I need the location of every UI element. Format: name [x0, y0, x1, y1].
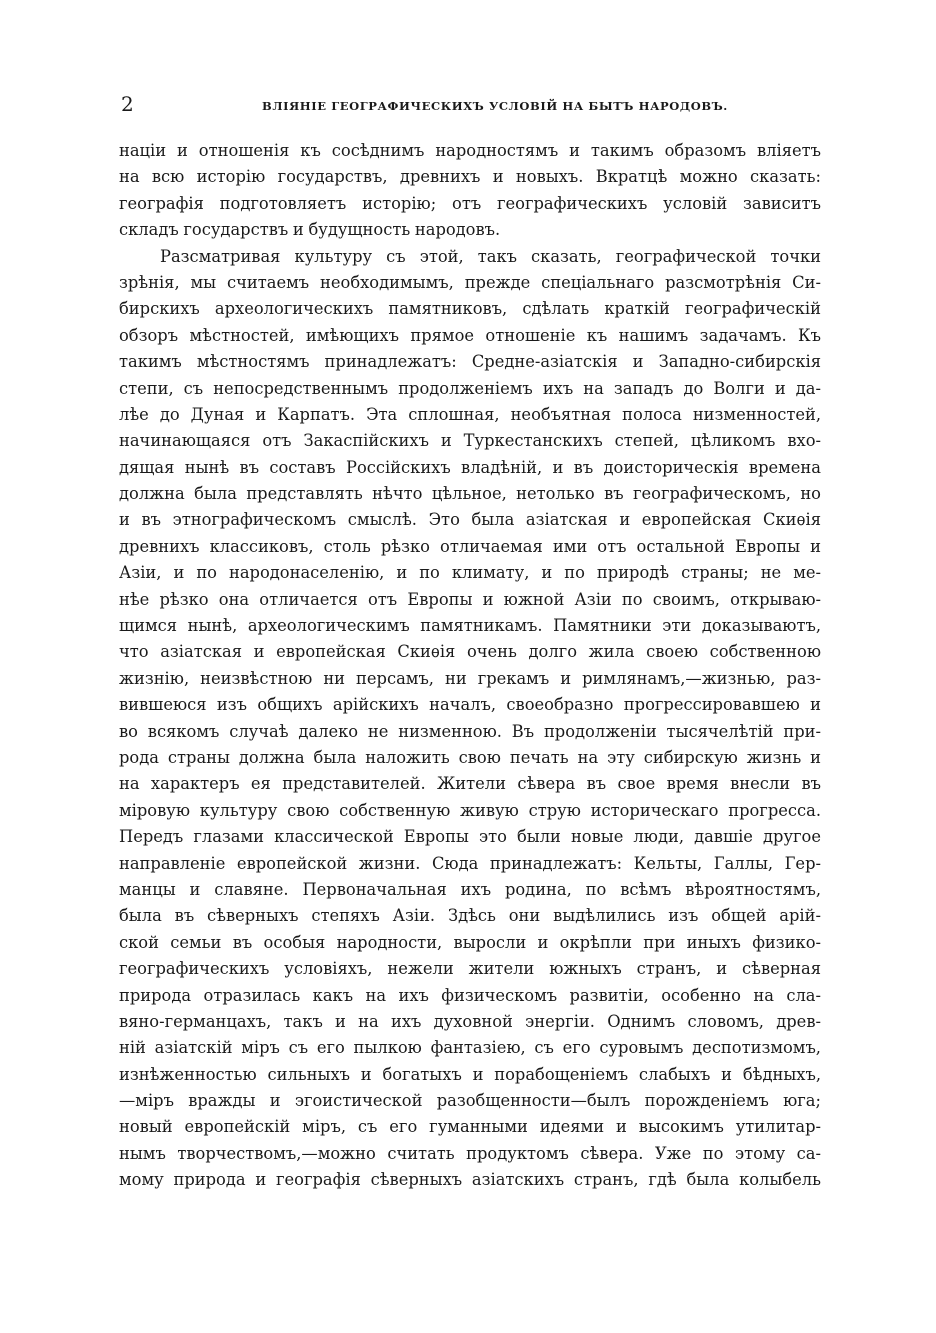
text-line: новый европейскій міръ, съ его гуманными идеями и высокимъ утилитар- — [119, 1117, 821, 1137]
text-line: вяно-германцахъ, такъ и на ихъ духовной энергіи. Однимъ словомъ, древ- — [119, 1011, 821, 1031]
text-line: что азіатская и европейская Скиѳія очень долго жила своею собственною — [119, 642, 821, 662]
text-line: начинающаяся отъ Закаспійскихъ и Туркестанскихъ степей, цѣликомъ вхо- — [119, 431, 821, 451]
text-line: щимся нынѣ, археологическимъ памятникамъ. Памятники эти доказываютъ, — [119, 616, 821, 636]
text-line: нымъ творчествомъ,—можно считать продуктомъ сѣвера. Уже по этому са- — [119, 1143, 821, 1163]
page-number: 2 — [121, 92, 134, 116]
text-line: рода страны должна была наложить свою печать на эту сибирскую жизнь и — [119, 747, 821, 767]
text-line: древнихъ классиковъ, столь рѣзко отличаемая ими отъ остальной Европы и — [119, 536, 821, 556]
text-line: жизнію, неизвѣстною ни персамъ, ни грекамъ и римлянамъ,—жизнью, раз- — [119, 668, 821, 688]
text-line: нѣе рѣзко она отличается отъ Европы и южной Азіи по своимъ, открываю- — [119, 589, 821, 609]
text-line: бирскихъ археологическихъ памятниковъ, сдѣлать краткій географическій — [119, 299, 821, 319]
text-line: мому природа и географія сѣверныхъ азіатскихъ странъ, гдѣ была колыбель — [119, 1170, 821, 1190]
text-line: дящая нынѣ въ составъ Россійскихъ владѣній, и въ доисторическія времена — [119, 457, 821, 477]
text-line: манцы и славяне. Первоначальная ихъ родина, по всѣмъ вѣроятностямъ, — [119, 879, 821, 899]
text-line: міровую культуру свою собственную живую струю историческаго прогресса. — [119, 800, 821, 820]
text-line: зрѣнія, мы считаемъ необходимымъ, прежде спеціальнаго разсмотрѣнія Си- — [119, 272, 821, 292]
text-line: изнѣженностью сильныхъ и богатыхъ и порабощеніемъ слабыхъ и бѣдныхъ, — [119, 1064, 821, 1084]
text-line: —міръ вражды и эгоистической разобщенности—былъ порожденіемъ юга; — [119, 1091, 821, 1111]
text-line: должна была представлять нѣчто цѣльное, нетолько въ географическомъ, но — [119, 484, 821, 504]
text-line: была въ сѣверныхъ степяхъ Азіи. Здѣсь они выдѣлились изъ общей арій- — [119, 906, 821, 926]
text-line: географія подготовляетъ исторію; отъ географическихъ условій зависитъ — [119, 193, 821, 213]
text-line: степи, съ непосредственнымъ продолженіемъ ихъ на западъ до Волги и да- — [119, 378, 821, 398]
text-line: ской семьи въ особыя народности, выросли и окрѣпли при иныхъ физико- — [119, 932, 821, 952]
running-title: ВЛІЯНІЕ ГЕОГРАФИЧЕСКИХЪ УСЛОВІЙ НА БЫТЪ НАРОДОВЪ. — [262, 99, 728, 113]
text-line: на характеръ ея представителей. Жители сѣвера въ свое время внесли въ — [119, 774, 821, 794]
text-line: націи и отношенія къ сосѣднимъ народностямъ и такимъ образомъ вліяетъ — [119, 141, 821, 160]
text-line: обзоръ мѣстностей, имѣющихъ прямое отношеніе къ нашимъ задачамъ. Къ — [119, 325, 821, 345]
text-line: во всякомъ случаѣ далеко не низменною. Въ продолженіи тысячелѣтій при- — [119, 721, 821, 741]
text-line: Передъ глазами классической Европы это были новые люди, давшіе другое — [119, 827, 821, 847]
text-line: ній азіатскій міръ съ его пылкою фантазіею, съ его суровымъ деспотизмомъ, — [119, 1038, 821, 1058]
text-line: и въ этнографическомъ смыслѣ. Это была азіатская и европейская Скиѳія — [119, 510, 821, 530]
text-line: географическихъ условіяхъ, нежели жители южныхъ странъ, и сѣверная — [119, 959, 821, 979]
text-line: такимъ мѣстностямъ принадлежатъ: Средне-азіатскія и Западно-сибирскія — [119, 352, 821, 372]
text-line: складъ государствъ и будущность народовъ. — [119, 220, 501, 240]
paragraph-first-line: Разсматривая культуру съ этой, такъ сказать, географической точки — [160, 246, 821, 266]
body-text — [119, 138, 821, 1194]
text-line: лѣе до Дуная и Карпатъ. Эта сплошная, необъятная полоса низменностей, — [119, 404, 821, 424]
text-line: природа отразилась какъ на ихъ физическомъ развитіи, особенно на сла- — [119, 985, 821, 1005]
text-line: на всю исторію государствъ, древнихъ и новыхъ. Вкратцѣ можно сказать: — [119, 167, 821, 187]
text-line: направленіе европейской жизни. Сюда принадлежатъ: Кельты, Галлы, Гер- — [119, 853, 821, 873]
text-line: Азіи, и по народонаселенію, и по климату, и по природѣ страны; не ме- — [119, 563, 821, 583]
text-line: вившеюся изъ общихъ арійскихъ началъ, своеобразно прогрессировавшею и — [119, 695, 821, 715]
